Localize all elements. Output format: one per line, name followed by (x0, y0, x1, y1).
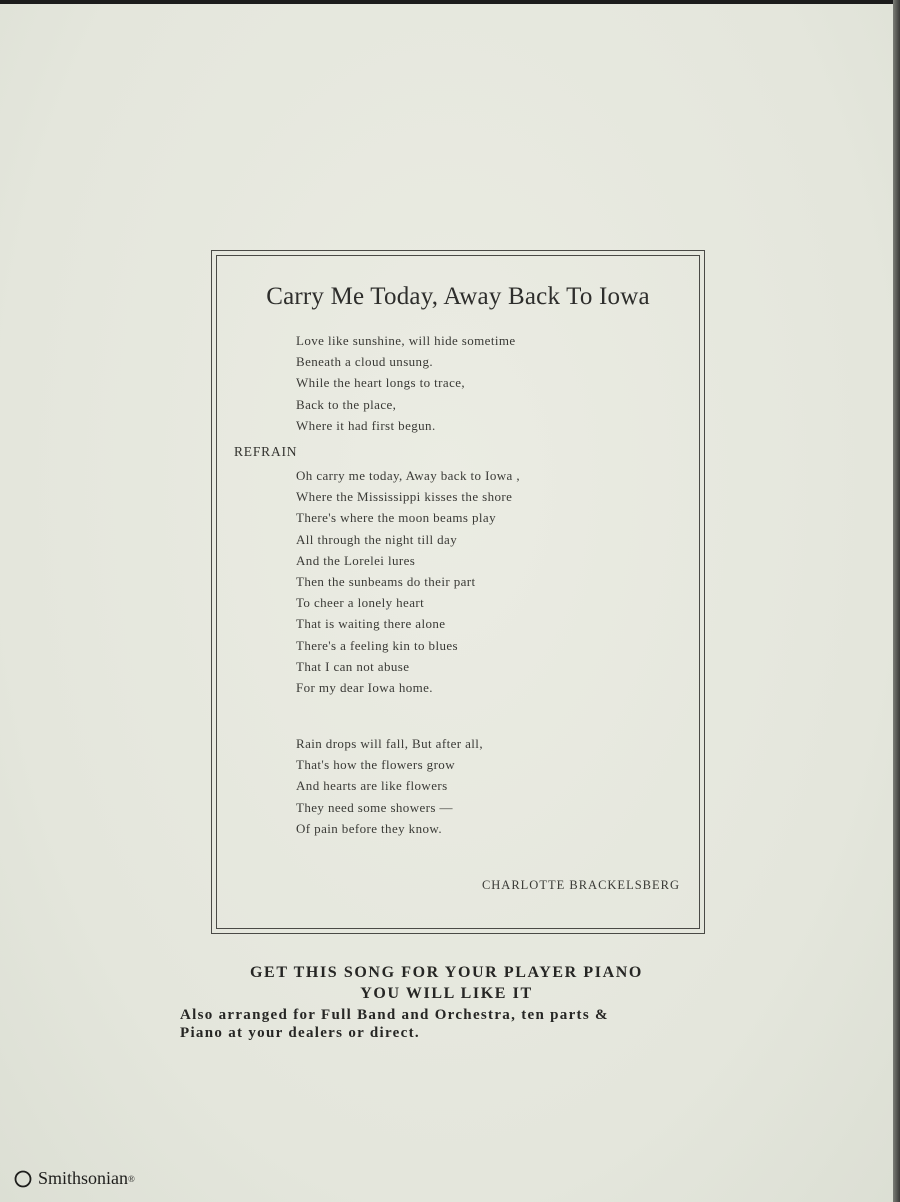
verse-line: Love like sunshine, will hide sometime (296, 333, 516, 348)
closing-line: Rain drops will fall, But after all, (296, 736, 483, 751)
verse-stanza (296, 330, 516, 436)
refrain-line: That is waiting there alone (296, 616, 446, 632)
refrain-stanza (296, 465, 520, 698)
promo-line-1: GET THIS SONG FOR YOUR PLAYER PIANO (250, 964, 643, 981)
page-edge-shadow (893, 0, 900, 1202)
smithsonian-watermark (14, 1168, 135, 1189)
refrain-line: All through the night till day (296, 531, 458, 547)
refrain-line: There's a feeling kin to blues (296, 637, 458, 653)
lyrics-frame (211, 250, 705, 934)
refrain-line: For my dear Iowa home. (296, 679, 433, 695)
promo-heading (0, 962, 893, 1004)
verse-line: Back to the place, (296, 396, 397, 412)
verse-line: Beneath a cloud unsung. (296, 354, 434, 370)
author-credit: CHARLOTTE BRACKELSBERG (481, 878, 680, 892)
closing-line: And hearts are like flowers (296, 778, 448, 794)
promo-line-3: Also arranged for Full Band and Orchestra, ten parts & (180, 1007, 609, 1023)
verse-line: Where it had first begun. (296, 417, 436, 433)
promo-details (180, 1006, 780, 1042)
song-title: Carry Me Today, Away Back To Iowa (266, 283, 650, 310)
verse-line: While the heart longs to trace, (296, 375, 466, 391)
refrain-line: Where the Mississippi kisses the shore (296, 489, 513, 505)
refrain-line: There's where the moon beams play (296, 510, 497, 526)
closing-line: Of pain before they know. (296, 820, 442, 836)
smithsonian-label: Smithsonian (38, 1168, 129, 1188)
promo-line-4: Piano at your dealers or direct. (180, 1025, 420, 1041)
closing-line: That's how the flowers grow (296, 757, 455, 773)
closing-line: They need some showers — (296, 799, 453, 815)
sheet-music-page (0, 4, 893, 1202)
registered-mark: ® (128, 1173, 135, 1184)
refrain-line: That I can not abuse (296, 658, 410, 674)
refrain-label: REFRAIN (234, 444, 298, 459)
smithsonian-sun-icon (14, 1170, 32, 1188)
refrain-line: And the Lorelei lures (296, 552, 416, 568)
refrain-line: Then the sunbeams do their part (296, 573, 476, 589)
refrain-line: Oh carry me today, Away back to Iowa , (296, 468, 520, 483)
refrain-line: To cheer a lonely heart (296, 595, 425, 611)
promo-line-2: YOU WILL LIKE IT (360, 985, 533, 1002)
closing-stanza (296, 733, 483, 839)
